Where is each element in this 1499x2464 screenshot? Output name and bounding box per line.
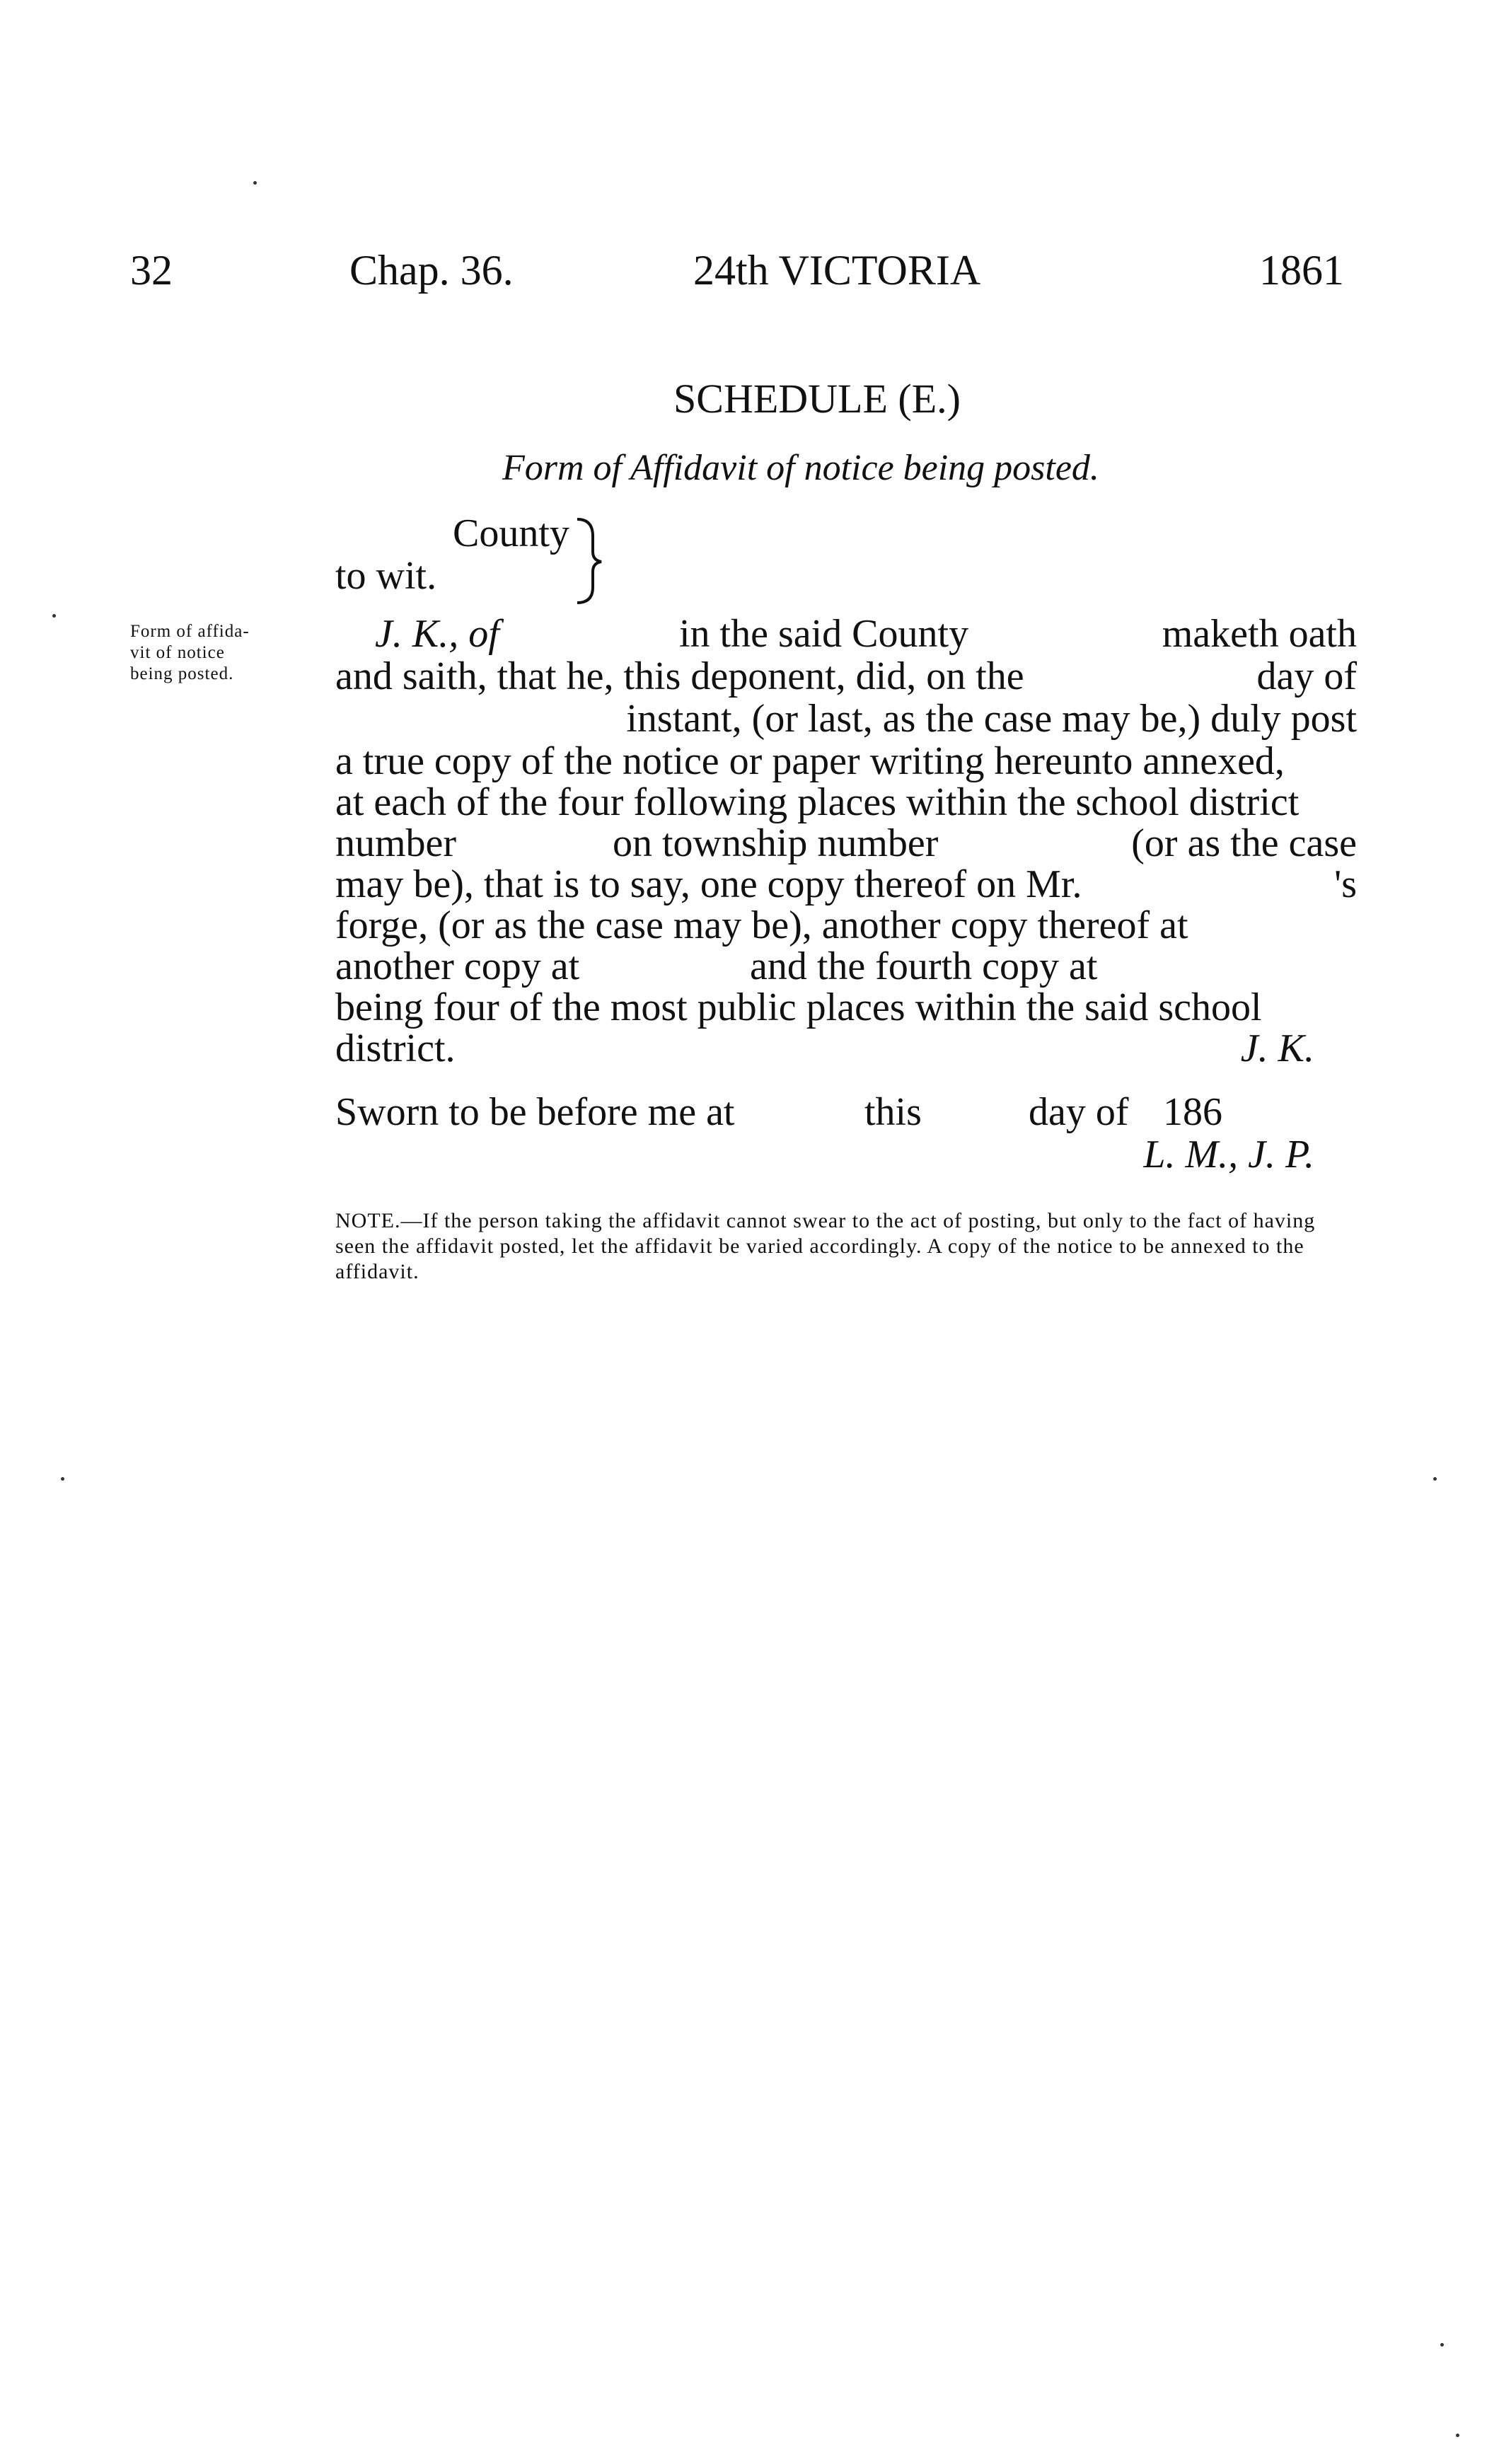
margin-note-line: vit of notice — [130, 643, 225, 662]
page-number: 32 — [130, 247, 173, 294]
body-fragment: and saith, that he, this deponent, did, on the — [335, 654, 1024, 698]
body-fragment: another copy at — [335, 944, 580, 988]
margin-note-line: being posted. — [130, 664, 234, 683]
chapter-label: Chap. 36. — [349, 247, 514, 294]
schedule-heading: SCHEDULE (E.) — [673, 376, 961, 422]
body-fragment: 's — [1334, 862, 1357, 906]
body-fragment: maketh oath — [1162, 612, 1357, 656]
sworn-day-of: day of — [1029, 1090, 1129, 1134]
year: 1861 — [1259, 247, 1344, 294]
footnote: NOTE.—If the person taking the affidavit cannot swear to the act of posting, but only to the fact of having seen the affidavit posted, let the affidavit be varied accordingly. A copy of the notice to be annexed to the affidavit. — [335, 1209, 1316, 1283]
justice-signature: L. M., J. P. — [1143, 1133, 1314, 1176]
scan-speck — [1433, 1477, 1437, 1481]
sworn-this: this — [864, 1090, 922, 1134]
body-fragment: number — [335, 821, 457, 865]
to-wit-label: to wit. — [335, 554, 437, 598]
body-fragment: and the fourth copy at — [750, 944, 1098, 988]
schedule-subheading: Form of Affidavit of notice being posted. — [502, 448, 1099, 488]
body-line-8: forge, (or as the case may be), another copy thereof at — [335, 903, 1188, 947]
brace-icon — [572, 515, 606, 607]
scan-speck — [253, 181, 257, 185]
body-fragment: J. K., of — [375, 612, 499, 656]
body-fragment: day of — [1256, 654, 1357, 698]
deponent-signature: J. K. — [1240, 1026, 1314, 1070]
sworn-year: 186 — [1163, 1090, 1222, 1134]
body-line-4: a true copy of the notice or paper writing hereunto annexed, — [335, 739, 1285, 783]
body-line-3: instant, (or last, as the case may be,) duly post — [626, 697, 1357, 741]
scan-speck — [1456, 2434, 1459, 2437]
sworn-text: Sworn to be before me at — [335, 1090, 735, 1134]
body-line-5: at each of the four following places within the school district — [335, 780, 1300, 824]
county-label: County — [453, 511, 569, 555]
body-fragment: (or as the case — [1131, 821, 1357, 865]
margin-note-line: Form of affida- — [130, 622, 250, 641]
scan-speck — [52, 614, 56, 618]
scan-speck — [1440, 2343, 1444, 2347]
running-title: 24th VICTORIA — [693, 247, 981, 294]
body-line-7 — [335, 863, 1357, 906]
body-fragment: district. — [335, 1026, 456, 1070]
margin-note — [130, 621, 250, 685]
body-line-2 — [335, 655, 1357, 698]
body-fragment: on township number — [613, 821, 939, 865]
body-line-10: being four of the most public places within the said school — [335, 985, 1262, 1029]
body-fragment: in the said County — [679, 612, 969, 656]
body-fragment: may be), that is to say, one copy thereof on Mr. — [335, 862, 1082, 906]
scan-speck — [61, 1477, 64, 1481]
